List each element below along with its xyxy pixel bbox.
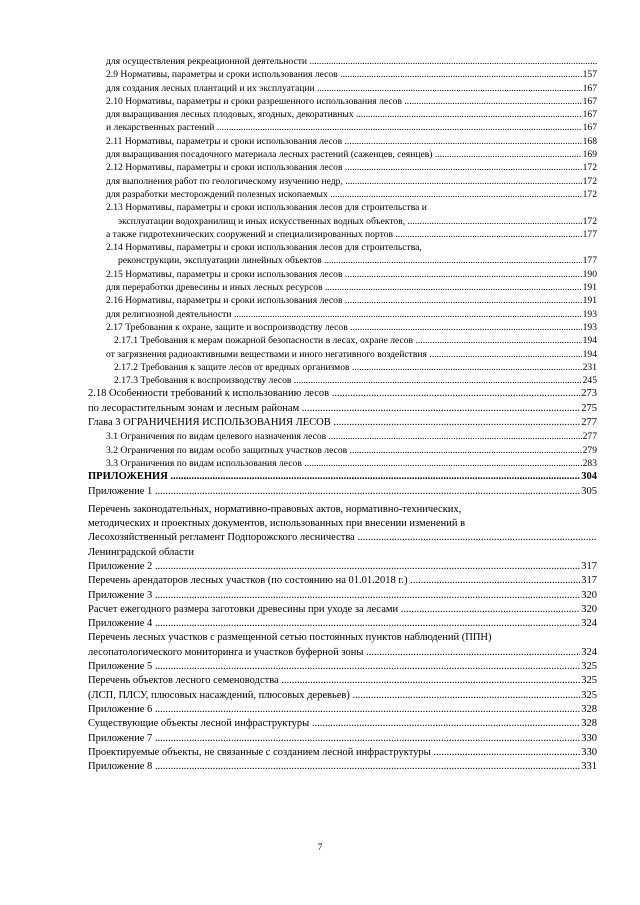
toc-entry-page: 193 (582, 308, 597, 320)
toc-entry-title: 2.9 Нормативы, параметры и сроки использования лесов ..... (106, 69, 597, 80)
toc-entry (88, 254, 597, 267)
toc-entry-page: 157 (582, 69, 597, 81)
toc-entry (88, 188, 597, 201)
toc-entry-title: для выращивания лесных плодовых, ягодных, декоративных ..... (106, 109, 597, 120)
toc-entry (88, 444, 597, 457)
toc-entry-page: 320 (580, 603, 597, 617)
toc-entry-page: 325 (580, 660, 597, 674)
toc-entry-page: 194 (582, 348, 597, 360)
toc-entry-title: Приложение 7 ..... (88, 733, 597, 744)
toc-entry-title: 2.17.3 Требования к воспроизводству лесов ..... (114, 375, 597, 386)
toc-entry-title: Приложение 5 ..... (88, 661, 597, 672)
toc-entry-title: 2.18 Особенности требований к использованию лесов ..... (88, 388, 597, 399)
toc-entry-title: Глава 3 ОГРАНИЧЕНИЯ ИСПОЛЬЗОВАНИЯ ЛЕСОВ ..... (88, 417, 597, 428)
toc-entry (88, 334, 597, 347)
toc-entry-title: 2.12 Нормативы, параметры и сроки использования лесов ..... (106, 162, 597, 173)
toc-entry-page: 328 (580, 703, 597, 717)
toc-entry (88, 717, 597, 731)
toc-entry-page: 325 (580, 674, 597, 688)
toc-entry-title: Приложение 4 ..... (88, 618, 597, 629)
toc-entry (88, 646, 597, 660)
toc-entry-title: Приложение 8 ..... (88, 761, 597, 772)
toc-entry-page: 283 (582, 457, 597, 469)
toc-entry-title: Существующие объекты лесной инфраструктуры ..... (88, 718, 597, 729)
toc-entry-title: (ЛСП, ПЛСУ, плюсовых насаждений, плюсовых деревьев) ..... (88, 690, 597, 701)
toc-entry (88, 241, 597, 254)
toc-entry-page: 172 (582, 188, 597, 200)
toc-entry (88, 82, 597, 95)
toc-entry-title: 2.13 Нормативы, параметры и сроки использования лесов для строительства и (106, 202, 427, 214)
toc-entry-title: Проектируемые объекты, не связанные с созданием лесной инфраструктуры ..... (88, 747, 597, 758)
toc-entry-page: 279 (582, 444, 597, 456)
toc-entry-page: 191 (582, 282, 597, 294)
toc-entry (88, 603, 597, 617)
toc-entry-page: 177 (582, 228, 597, 240)
table-of-contents (88, 55, 597, 774)
toc-entry (88, 631, 597, 645)
toc-entry (88, 175, 597, 188)
toc-entry-title: 2.15 Нормативы, параметры и сроки использования лесов ..... (106, 269, 597, 280)
toc-entry-title: и лекарственных растений ..... (106, 122, 597, 133)
toc-entry (88, 95, 597, 108)
toc-entry-title: 2.17.2 Требования к защите лесов от вредных организмов ..... (114, 362, 597, 373)
toc-entry-title: 2.17 Требования к охране, защите и воспроизводству лесов ..... (106, 322, 597, 333)
toc-entry-title: Приложение 6 ..... (88, 704, 597, 715)
toc-entry (88, 560, 597, 574)
toc-entry-title: от загрязнения радиоактивными веществами и иного негативного воздействия ..... (106, 349, 597, 360)
toc-entry (88, 546, 597, 560)
toc-entry-page: 167 (582, 95, 597, 107)
toc-entry (88, 732, 597, 746)
toc-entry-title: 3.2 Ограничения по видам особо защитных участков лесов ..... (106, 445, 597, 456)
page-number: 7 (317, 842, 323, 853)
toc-entry (88, 321, 597, 334)
toc-entry-page: 305 (580, 485, 597, 499)
toc-entry (88, 361, 597, 374)
toc-entry-page: 304 (580, 470, 597, 484)
toc-entry-page: 328 (580, 717, 597, 731)
toc-entry (88, 108, 597, 121)
toc-entry (88, 68, 597, 81)
toc-entry (88, 161, 597, 174)
toc-entry-title: 2.17.1 Требования к мерам пожарной безопасности в лесах, охране лесов ..... (114, 335, 597, 346)
toc-entry (88, 457, 597, 470)
toc-entry (88, 55, 597, 68)
toc-entry-page: 231 (582, 361, 597, 373)
toc-entry (88, 374, 597, 387)
toc-entry (88, 430, 597, 443)
toc-entry (88, 294, 597, 307)
toc-entry-page: 172 (582, 175, 597, 187)
toc-entry-page: 273 (580, 387, 597, 401)
toc-entry-page: 277 (580, 416, 597, 430)
toc-entry (88, 689, 597, 703)
toc-entry-page: 330 (580, 746, 597, 760)
toc-entry (88, 201, 597, 214)
toc-entry-title: для разработки месторождений полезных ископаемых ..... (106, 189, 597, 200)
toc-entry-title: 2.11 Нормативы, параметры и сроки использования лесов ..... (106, 136, 597, 147)
toc-entry (88, 589, 597, 603)
toc-entry-page: 172 (582, 215, 597, 227)
toc-entry-title: Расчет ежегодного размера заготовки древесины при уходе за лесами ..... (88, 604, 597, 615)
toc-entry-page: 167 (582, 109, 597, 121)
toc-entry (88, 348, 597, 361)
toc-entry-title: Приложение 3 ..... (88, 590, 597, 601)
toc-entry (88, 121, 597, 134)
toc-entry (88, 760, 597, 774)
toc-entry (88, 416, 597, 430)
toc-entry-page: 191 (582, 295, 597, 307)
toc-entry-title: Лесохозяйственный регламент Подпорожского лесничества ..... (88, 532, 597, 543)
toc-entry-page: 167 (582, 82, 597, 94)
toc-entry-page: 331 (580, 760, 597, 774)
toc-entry-page: 245 (582, 375, 597, 387)
toc-entry-title: 2.14 Нормативы, параметры и сроки использования лесов для строительства, (106, 242, 422, 254)
toc-entry-page: 324 (580, 646, 597, 660)
toc-entry-page: 193 (582, 321, 597, 333)
toc-entry-title: Перечень арендаторов лесных участков (по состоянию на 01.01.2018 г.) ..... (88, 575, 597, 586)
toc-entry-page: 317 (580, 574, 597, 588)
toc-entry-title: 3.3 Ограничения по видам использования лесов ..... (106, 458, 597, 469)
toc-entry (88, 148, 597, 161)
toc-entry (88, 703, 597, 717)
toc-entry-title: а также гидротехнических сооружений и специализированных портов ..... (106, 229, 597, 240)
toc-entry-title: Перечень лесных участков с размещенной сетью постоянных пунктов наблюдений (ППН) (88, 632, 492, 644)
toc-entry-page: 324 (580, 617, 597, 631)
toc-entry (88, 517, 597, 531)
toc-entry-page: 167 (582, 122, 597, 134)
toc-entry (88, 470, 597, 484)
toc-entry-title: эксплуатации водохранилищ и иных искусственных водных объектов, ..... (118, 216, 597, 227)
toc-entry-page: 277 (582, 431, 597, 443)
toc-entry-page: 317 (580, 560, 597, 574)
toc-entry-title: для переработки древесины и иных лесных ресурсов ..... (106, 282, 597, 293)
toc-entry-title: по лесорастительным зонам и лесным районам ..... (88, 403, 597, 414)
toc-entry-page: 194 (582, 335, 597, 347)
toc-entry-title: Перечень законодательных, нормативно-правовых актов, нормативно-технических, (88, 503, 462, 515)
toc-entry-page: 190 (582, 268, 597, 280)
toc-entry-title: методических и проектных документов, использованных при внесении изменений в (88, 518, 466, 530)
toc-entry-title: для выращивания посадочного материала лесных растений (саженцев, сеянцев) ..... (106, 149, 597, 160)
toc-entry-title: лесопатологического мониторинга и участков буферной зоны ..... (88, 647, 597, 658)
toc-entry (88, 574, 597, 588)
toc-entry-title: 2.16 Нормативы, параметры и сроки использования лесов ..... (106, 295, 597, 306)
toc-entry-title: для создания лесных плантаций и их эксплуатации ..... (106, 83, 597, 94)
toc-entry (88, 674, 597, 688)
toc-entry-title: реконструкции, эксплуатации линейных объектов ..... (118, 255, 597, 266)
toc-entry-title: ПРИЛОЖЕНИЯ ..... (88, 471, 597, 482)
toc-entry-title: 2.10 Нормативы, параметры и сроки разрешенного использования лесов ..... (106, 96, 597, 107)
toc-entry (88, 485, 597, 499)
toc-entry-page: 172 (582, 162, 597, 174)
toc-entry (88, 660, 597, 674)
toc-entry-title: для выполнения работ по геологическому изучению недр, ..... (106, 176, 597, 187)
toc-entry (88, 402, 597, 416)
toc-entry (88, 281, 597, 294)
toc-entry-title: Перечень объектов лесного семеноводства ..... (88, 675, 597, 686)
toc-entry (88, 135, 597, 148)
toc-entry (88, 387, 597, 401)
toc-entry-page: 169 (582, 149, 597, 161)
toc-entry (88, 746, 597, 760)
toc-entry (88, 215, 597, 228)
toc-entry (88, 503, 597, 517)
toc-entry (88, 228, 597, 241)
toc-entry-page: 168 (582, 135, 597, 147)
toc-entry-page: 325 (580, 689, 597, 703)
toc-entry-title: для осуществления рекреационной деятельности ..... (106, 56, 597, 67)
toc-entry-page: 275 (580, 402, 597, 416)
toc-entry-page: 330 (580, 732, 597, 746)
toc-entry-title: для религиозной деятельности ..... (106, 309, 597, 320)
toc-entry-page: 320 (580, 589, 597, 603)
toc-entry (88, 268, 597, 281)
toc-entry-page: 177 (582, 255, 597, 267)
toc-entry-title: 3.1 Ограничения по видам целевого назначения лесов ..... (106, 431, 597, 442)
toc-entry (88, 531, 597, 545)
toc-entry (88, 617, 597, 631)
toc-entry-title: Приложение 1 ..... (88, 486, 597, 497)
toc-entry-title: Ленинградской области (88, 546, 194, 558)
toc-entry-title: Приложение 2 ..... (88, 561, 597, 572)
toc-entry (88, 308, 597, 321)
